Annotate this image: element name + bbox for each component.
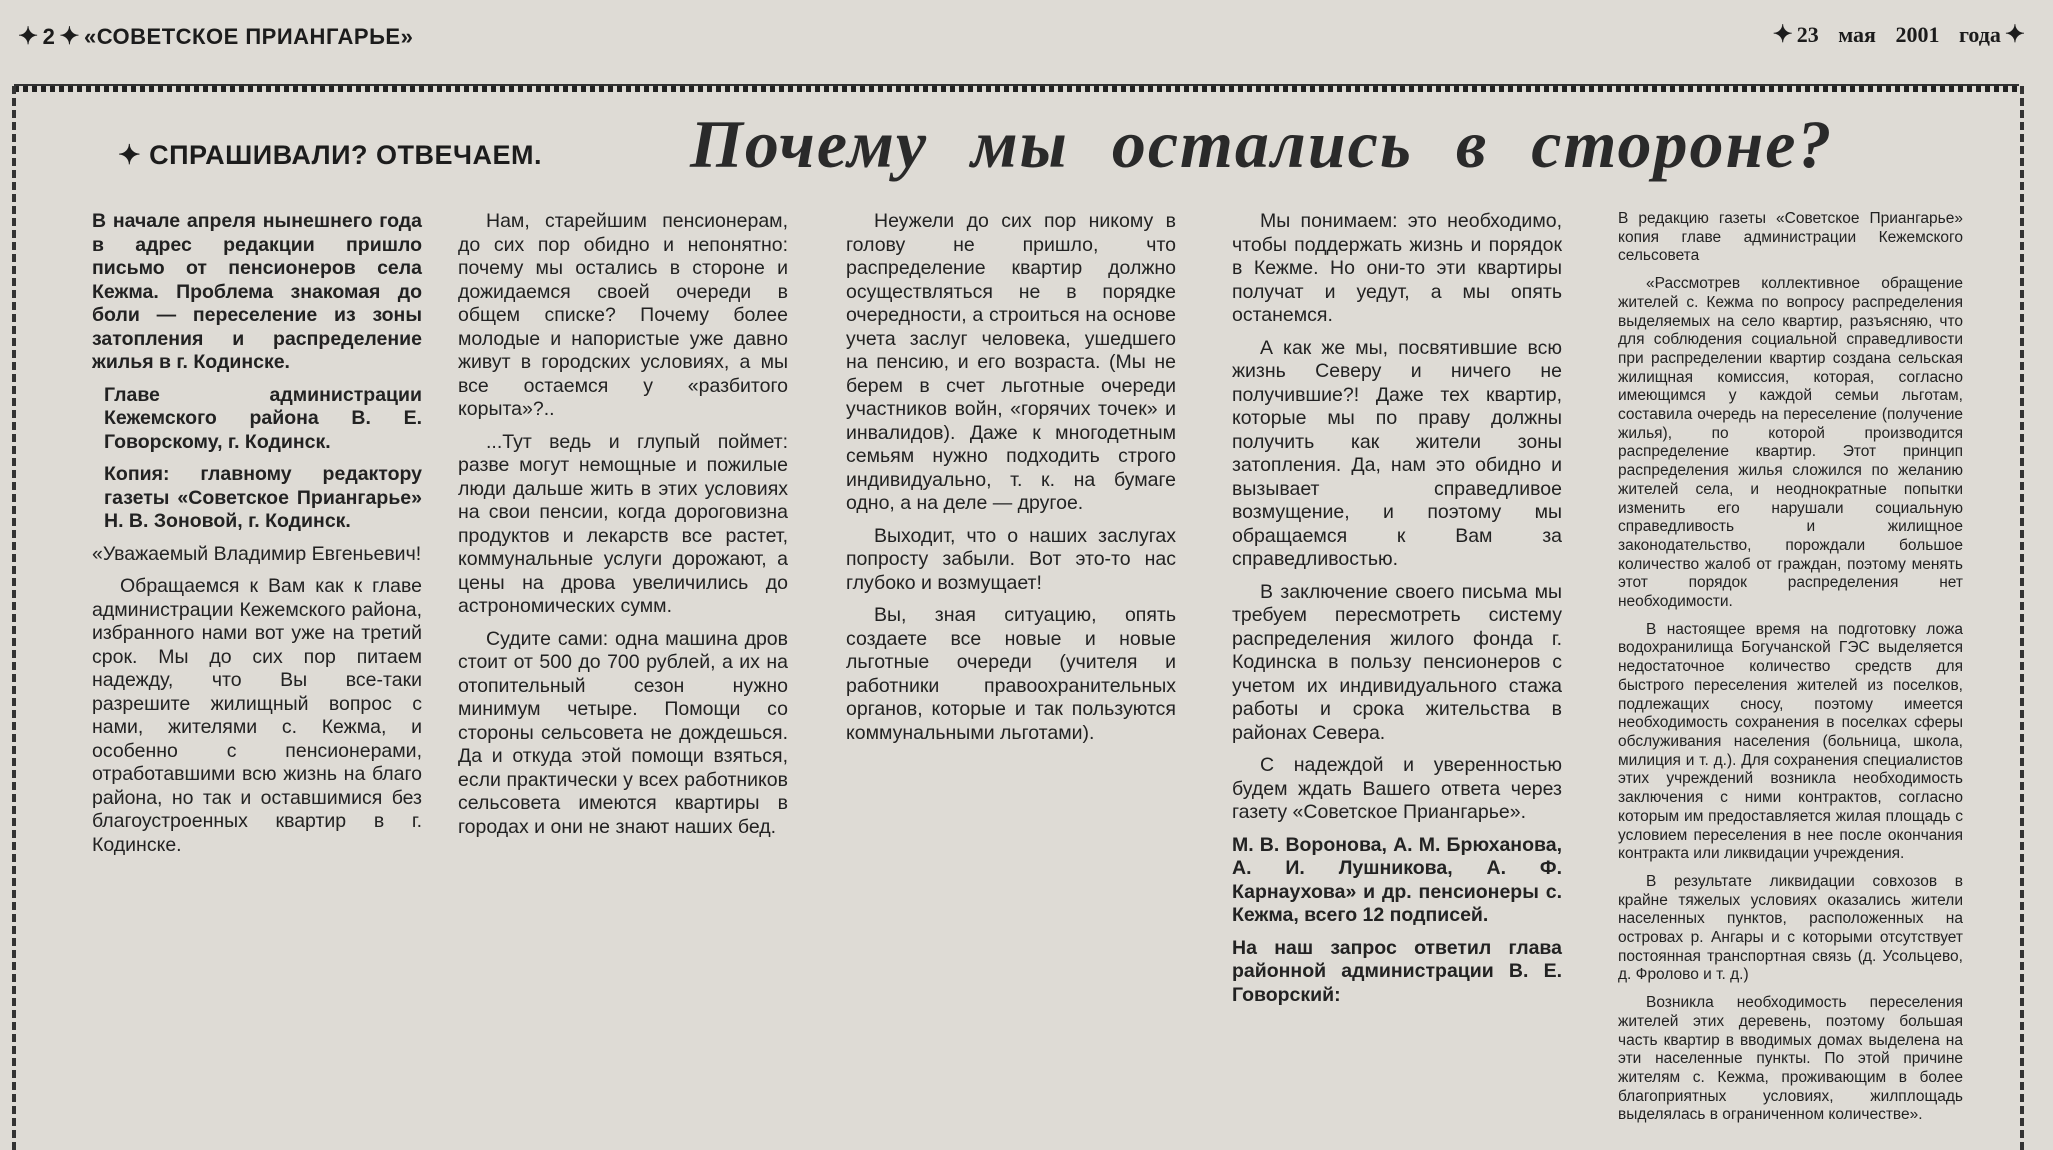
reply-paragraph: Возникла необходимость переселения жителей этих деревень, поэтому большая часть квартир в вводимых домах выделена на эти населенные пункты. По этой причине жителям с. Кежма, проживающим в более благоприятных условиях, жилплощадь выделялась в ограниченном количестве». <box>1618 994 1963 1124</box>
reply-paragraph: В результате ликвидации совхозов в крайне тяжелых условиях оказались жители населенных пунктов, расположенных на островах р. Ангары и с которыми отсутствует постоянная транспортная связь (д. Усольцево, д. Фролово и т. д.) <box>1618 872 1963 984</box>
letter-paragraph: В заключение своего письма мы требуем пересмотреть систему распределения жилого фонда г. Кодинска в пользу пенсионеров с учетом их индивидуального стажа работы и срока жительства в районах Севера. <box>1232 580 1562 744</box>
page-header <box>0 0 2053 82</box>
column-1 <box>92 210 422 866</box>
page-number: 2 <box>42 24 56 49</box>
reply-intro: На наш запрос ответил глава районной администрации В. Е. Говорский: <box>1232 936 1562 1006</box>
letter-paragraph: «Уважаемый Владимир Евгеньевич! <box>92 542 422 565</box>
star-icon: ✦ <box>118 140 150 170</box>
article-headline: Почему мы остались в стороне? <box>690 106 1834 182</box>
letter-addressee: Главе администрации Кежемского района В. Е. Говорскому, г. Кодинск. <box>104 383 422 453</box>
letter-paragraph: Судите сами: одна машина дров стоит от 500 до 700 рублей, а их на отопительный сезон нужно минимум четыре. Помощи со стороны сельсовета не дождешься. Да и откуда этой помощи взяться, если практически у всех работников сельсовета имеются квартиры в городах и они не знают наших бед. <box>458 627 788 838</box>
column-3 <box>846 210 1176 754</box>
header-left <box>14 22 413 51</box>
newspaper-title: «СОВЕТСКОЕ ПРИАНГАРЬЕ» <box>83 24 414 49</box>
header-right <box>1769 20 2029 49</box>
letter-paragraph: Неужели до сих пор никому в голову не пришло, что распределение квартир должно осуществляться не в порядке очередности, а строиться на основе учета заслуг человека, ушедшего на пенсию, и его возраста. (Мы не берем в счет льготные очереди участников войн, «горячих точек» и инвалидов). Даже к многодетным семьям нужно подходить строго индивидуально, т. к. на бумаге одно, а на деле — другое. <box>846 210 1176 514</box>
letter-signatures: М. В. Воронова, А. М. Брюханова, А. И. Лушникова, А. Ф. Карнаухова» и др. пенсионеры с. Кежма, всего 12 подписей. <box>1232 833 1562 926</box>
letter-paragraph: С надеждой и уверенностью будем ждать Вашего ответа через газету «Советское Приангарье». <box>1232 754 1562 823</box>
letter-paragraph: Обращаемся к Вам как к главе администрации Кежемского района, избранного нами вот уже на третий срок. Мы до сих пор питаем надежду, что Вы все-таки разрешите жилищный вопрос с нами, жителями с. Кежма, и особенно с пенсионерами, отработавшими всю жизнь на благо района, но так и оставшимися без благоустроенных квартир в г. Кодинске. <box>92 575 422 856</box>
rubric-text: СПРАШИВАЛИ? ОТВЕЧАЕМ. <box>149 140 543 170</box>
column-2 <box>458 210 788 848</box>
column-5 <box>1618 210 1963 1134</box>
issue-date: 23 мая 2001 года <box>1796 22 2001 47</box>
rubric <box>118 140 542 171</box>
letter-paragraph: Выходит, что о наших заслугах попросту забыли. Вот это-то нас глубоко и возмущает! <box>846 524 1176 594</box>
letter-paragraph: А как же мы, посвятившие всю жизнь Северу и ничего не получившие?! Даже тех квартир, которые мы по праву должны получить как жители зоны затопления. Да, нам это обидно и вызывает справедливое возмущение, и поэтому мы обращаемся к Вам за справедливостью. <box>1232 336 1562 570</box>
star-icon: ✦ <box>18 23 39 50</box>
reply-paragraph: В настоящее время на подготовку ложа водохранилища Богучанской ГЭС выделяется недостаточное количество средств для быстрого переселения жителей из поселков, подлежащих сносу, поэтому имеется необходимость сохранения в поселках сферы обслуживания населения (больница, школа, милиция и т. д.). Для сохранения специалистов этих учреждений возникла необходимость заключения с ними контрактов, согласно которым им предоставляется жилая площадь с условием переселения в нее после окончания контракта или ликвидации учреждения. <box>1618 620 1963 863</box>
reply-address: В редакцию газеты «Советское Приангарье» копия главе администрации Кежемского сельсовета <box>1618 210 1963 265</box>
letter-paragraph: Вы, зная ситуацию, опять создаете все новые и новые льготные очереди (учителя и работники правоохранительных органов, которые и так пользуются коммунальными льготами). <box>846 604 1176 744</box>
letter-copy-to: Копия: главному редактору газеты «Советское Приангарье» Н. В. Зоновой, г. Кодинск. <box>104 463 422 532</box>
letter-paragraph: Нам, старейшим пенсионерам, до сих пор обидно и непонятно: почему мы остались в стороне и дожидаемся своей очереди в общем списке? Почему более молодые и напористые уже давно живут в городских условиях, а мы все остаемся у «разбитого корыта»?.. <box>458 210 788 420</box>
star-icon: ✦ <box>2004 22 2025 48</box>
column-4 <box>1232 210 1562 1016</box>
letter-paragraph: Мы понимаем: это необходимо, чтобы поддержать жизнь и порядок в Кежме. Но они-то эти квартиры получат и уедут, а мы опять останемся. <box>1232 210 1562 326</box>
reply-paragraph: «Рассмотрев коллективное обращение жителей с. Кежма по вопросу распределения выделяемых на село квартир, разъясняю, что для соблюдения социальной справедливости при распределении квартир создана сельская жилищная комиссия, которая, согласно имеющимся у каждой семьи льготам, составила очередь на переселение (получение жилья), по которой производится распределение квартир. Этот принцип распределения жилья сложился по желанию жителей села, и неоднократные попытки изменить его нарушали социальную справедливость и жилищное законодательство, порождали большое количество жалоб от граждан, поэтому менять этот порядок распределения нет необходимости. <box>1618 275 1963 611</box>
letter-paragraph: ...Тут ведь и глупый поймет: разве могут немощные и пожилые люди дальше жить в этих условиях на свои пенсии, когда дороговизна продуктов и лекарств все растет, коммунальные услуги дорожают, а цены на дрова увеличились до астрономических сумм. <box>458 430 788 617</box>
star-icon: ✦ <box>1772 22 1793 48</box>
article-intro: В начале апреля нынешнего года в адрес редакции пришло письмо от пенсионеров села Кежма. Проблема знакомая до боли — переселение из зоны затопления и распределение жилья в г. Кодинске. <box>92 210 422 373</box>
star-icon: ✦ <box>59 23 80 50</box>
